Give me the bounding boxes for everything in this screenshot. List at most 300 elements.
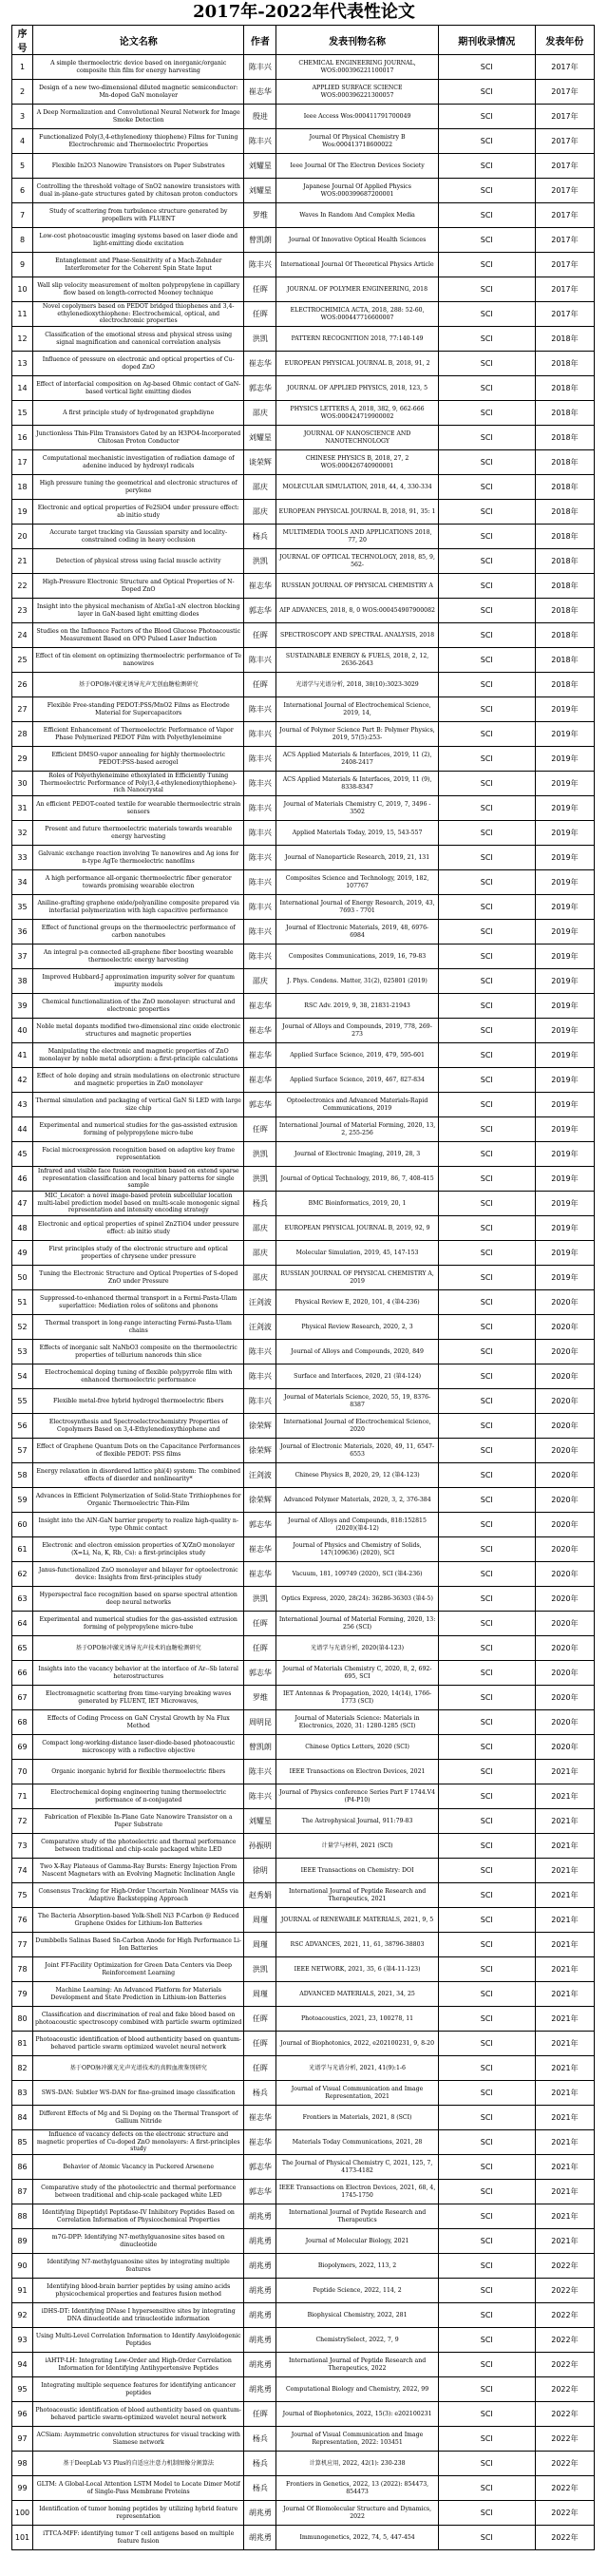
- index-status: SCI: [438, 2402, 535, 2427]
- publication-year: 2021年: [535, 2081, 594, 2106]
- journal-name: MULTIMEDIA TOOLS AND APPLICATIONS 2018, 77, 20: [276, 525, 438, 549]
- publication-year: 2022年: [535, 2328, 594, 2353]
- table-row: [12, 1093, 595, 1117]
- index-status: SCI: [438, 327, 535, 352]
- table-row: [12, 426, 595, 450]
- publication-year: 2018年: [535, 574, 594, 599]
- journal-name: Biophysical Chemistry, 2022, 281: [276, 2303, 438, 2328]
- journal-name: International Journal of Electrochemical Science, 2019, 14,: [276, 697, 438, 722]
- table-row: [12, 2106, 595, 2130]
- table-row: [12, 228, 595, 253]
- publication-year: 2021年: [535, 2106, 594, 2130]
- journal-name: CHEMICAL ENGINEERING JOURNAL, WOS:000396221100017: [276, 55, 438, 80]
- row-number: 31: [12, 796, 33, 821]
- author-name: 郭志华: [244, 2180, 276, 2204]
- publication-year: 2022年: [535, 2303, 594, 2328]
- publication-year: 2019年: [535, 697, 594, 722]
- journal-name: Optoelectronics and Advanced Materials-Rapid Communications, 2019: [276, 1093, 438, 1117]
- row-number: 59: [12, 1488, 33, 1513]
- journal-name: AIP ADVANCES, 2018, 8, 0 WOS:000454907900082: [276, 599, 438, 623]
- author-name: 谈荣辉: [244, 450, 276, 475]
- publication-year: 2020年: [535, 1562, 594, 1587]
- paper-title: Entanglement and Phase-Sensitivity of a Mach-Zehnder Interferometer for the Coherent Spin State Input: [33, 253, 244, 277]
- publication-year: 2020年: [535, 1661, 594, 1686]
- paper-title: Joint FT-Facility Optimization for Green Data Centers via Deep Reinforcement Learning: [33, 1957, 244, 1982]
- paper-title: Identifying Dipeptidyl Peptidase-IV Inhibitory Peptides Based on Correlation Information of Physicochemical Properties: [33, 2204, 244, 2229]
- publication-year: 2017年: [535, 154, 594, 179]
- table-row: [12, 846, 595, 870]
- row-number: 20: [12, 525, 33, 549]
- row-number: 40: [12, 1019, 33, 1043]
- index-status: SCI: [438, 1315, 535, 1340]
- author-name: 陈丰兴: [244, 1340, 276, 1364]
- row-number: 97: [12, 2427, 33, 2452]
- index-status: SCI: [438, 549, 535, 574]
- index-status: SCI: [438, 1784, 535, 1809]
- paper-title: Photoacoustic identification of blood authenticity based on quantum-behaved particle swarm-optimized wavelet neural network: [33, 2402, 244, 2427]
- publication-year: 2019年: [535, 945, 594, 969]
- table-row: [12, 1784, 595, 1809]
- index-status: SCI: [438, 969, 535, 994]
- paper-title: Manipulating the electronic and magnetic properties of ZnO monolayer by noble metal adsorption: a first-principle calculations: [33, 1043, 244, 1068]
- journal-name: Journal Of Innovative Optical Health Sciences: [276, 228, 438, 253]
- table-row: [12, 747, 595, 772]
- paper-title: GLTM: A Global-Local Attention LSTM Model to Locate Dimer Motif of Single-Pass Membrane Proteins: [33, 2476, 244, 2501]
- row-number: 9: [12, 253, 33, 277]
- journal-name: International Journal of Electrochemical Science, 2020: [276, 1414, 438, 1439]
- row-number: 50: [12, 1266, 33, 1290]
- author-name: 陈丰兴: [244, 253, 276, 277]
- header-author: 作者: [244, 26, 276, 55]
- index-status: SCI: [438, 796, 535, 821]
- journal-name: EUROPEAN PHYSICAL JOURNAL B, 2019, 92, 9: [276, 1216, 438, 1241]
- row-number: 28: [12, 722, 33, 747]
- paper-title: Hyperspectral face recognition based on sparse spectral attention deep neural networks: [33, 1587, 244, 1612]
- paper-title: Consensus Tracking for High-Order Uncertain Nonlinear MASs via Adaptive Backstepping Approach: [33, 1883, 244, 1908]
- table-row: [12, 2377, 595, 2402]
- author-name: 崔志华: [244, 1068, 276, 1093]
- author-name: 任晖: [244, 1636, 276, 1661]
- publication-year: 2019年: [535, 1216, 594, 1241]
- paper-title: Electronic and electron emission properties of X/ZnO monolayer (X=Li, Na, K, Rb, Cs): a first-principles study: [33, 1537, 244, 1562]
- paper-title: Controlling the threshold voltage of SnO2 nanowire transistors with dual in-plane-gate structures gated by chitosan proton conductors: [33, 179, 244, 203]
- row-number: 3: [12, 105, 33, 129]
- journal-name: Optics Express, 2020, 28(24): 36286-36303 (第4-5): [276, 1587, 438, 1612]
- index-status: SCI: [438, 920, 535, 945]
- publication-year: 2018年: [535, 673, 594, 697]
- journal-name: Journal of Materials Science, 2020, 55, 19, 8376-8387: [276, 1389, 438, 1414]
- publication-year: 2017年: [535, 55, 594, 80]
- publication-year: 2021年: [535, 1834, 594, 1859]
- row-number: 8: [12, 228, 33, 253]
- index-status: SCI: [438, 376, 535, 401]
- journal-name: ADVANCED MATERIALS, 2021, 34, 25: [276, 1982, 438, 2007]
- author-name: 陈丰兴: [244, 920, 276, 945]
- index-status: SCI: [438, 2377, 535, 2402]
- index-status: SCI: [438, 1735, 535, 1760]
- publication-year: 2020年: [535, 1439, 594, 1463]
- index-status: SCI: [438, 1883, 535, 1908]
- paper-title: Effect of hole doping and strain modulations on electronic structure and magnetic properties in ZnO monolayer: [33, 1068, 244, 1093]
- author-name: 崔志华: [244, 2130, 276, 2155]
- table-row: [12, 450, 595, 475]
- author-name: 郭志华: [244, 1661, 276, 1686]
- author-name: 陈丰兴: [244, 55, 276, 80]
- row-number: 98: [12, 2452, 33, 2476]
- index-status: SCI: [438, 2452, 535, 2476]
- row-number: 14: [12, 376, 33, 401]
- paper-title: Integrating multiple sequence features for identifying anticancer peptides: [33, 2377, 244, 2402]
- author-name: 邵庆: [244, 1216, 276, 1241]
- paper-title: 基于OPO脉冲激光诱导光声无创血糖检测研究: [33, 673, 244, 697]
- row-number: 86: [12, 2155, 33, 2180]
- author-name: 胡兆勇: [244, 2353, 276, 2377]
- paper-title: Identifying blood-brain barrier peptides by using amino acids physicochemical properties and features fusion method: [33, 2279, 244, 2303]
- row-number: 45: [12, 1142, 33, 1167]
- paper-title: Effect of functional groups on the thermoelectric performance of carbon nanotubes: [33, 920, 244, 945]
- publication-year: 2019年: [535, 1241, 594, 1266]
- publication-year: 2017年: [535, 105, 594, 129]
- paper-title: 基于DeepLab V3 Plus的自适应注意力机制图像分割算法: [33, 2452, 244, 2476]
- publication-year: 2017年: [535, 253, 594, 277]
- journal-name: Advanced Polymer Materials, 2020, 3, 2, 376-384: [276, 1488, 438, 1513]
- author-name: 陈丰兴: [244, 1389, 276, 1414]
- paper-title: Classification of the emotional stress and physical stress using signal magnification and canonical correlation analysis: [33, 327, 244, 352]
- index-status: SCI: [438, 450, 535, 475]
- author-name: 殷进: [244, 105, 276, 129]
- row-number: 94: [12, 2353, 33, 2377]
- index-status: SCI: [438, 1266, 535, 1290]
- table-row: [12, 1389, 595, 1414]
- index-status: SCI: [438, 2155, 535, 2180]
- journal-name: 光谱学与光谱分析, 2018, 38(10):3023-3029: [276, 673, 438, 697]
- row-number: 72: [12, 1809, 33, 1834]
- publication-year: 2020年: [535, 1340, 594, 1364]
- paper-title: Facial microexpression recognition based on adaptive key frame representation: [33, 1142, 244, 1167]
- table-row: [12, 2254, 595, 2279]
- author-name: 刘耀星: [244, 426, 276, 450]
- row-number: 41: [12, 1043, 33, 1068]
- journal-name: JOURNAL OF APPLIED PHYSICS, 2018, 123, 5: [276, 376, 438, 401]
- publication-year: 2020年: [535, 1389, 594, 1414]
- table-row: [12, 1636, 595, 1661]
- table-row: [12, 1142, 595, 1167]
- paper-title: Compact long-working-distance laser-diode-based photoacoustic microscopy with a reflective objective: [33, 1735, 244, 1760]
- author-name: 任晖: [244, 1117, 276, 1142]
- paper-title: Behavior of Atomic Vacancy in Puckered Arsenene: [33, 2155, 244, 2180]
- publication-year: 2019年: [535, 1117, 594, 1142]
- index-status: SCI: [438, 2254, 535, 2279]
- author-name: 陈丰兴: [244, 747, 276, 772]
- author-name: 洪凯: [244, 1957, 276, 1982]
- table-row: [12, 1710, 595, 1735]
- journal-name: Journal of Materials Chemistry C, 2020, 8, 2, 692-695, SCI: [276, 1661, 438, 1686]
- row-number: 43: [12, 1093, 33, 1117]
- table-row: [12, 2328, 595, 2353]
- index-status: SCI: [438, 1933, 535, 1957]
- row-number: 16: [12, 426, 33, 450]
- row-number: 23: [12, 599, 33, 623]
- table-row: [12, 1364, 595, 1389]
- paper-title: Effects of Coding Process on GaN Crystal Growth by Na Flux Method: [33, 1710, 244, 1735]
- row-number: 99: [12, 2476, 33, 2501]
- journal-name: IEEE Transactions on Chemistry: DOI: [276, 1859, 438, 1883]
- journal-name: Applied Materials Today, 2019, 15, 543-557: [276, 821, 438, 846]
- publication-year: 2019年: [535, 722, 594, 747]
- index-status: SCI: [438, 870, 535, 895]
- journal-name: Journal of Polymer Science Part B: Polymer Physics, 2019, 57(5):253-: [276, 722, 438, 747]
- journal-name: Physical Review Research, 2020, 2, 3: [276, 1315, 438, 1340]
- paper-title: Different Effects of Mg and Si Doping on the Thermal Transport of Gallium Nitride: [33, 2106, 244, 2130]
- journal-name: APPLIED SURFACE SCIENCE WOS:000396221300057: [276, 80, 438, 105]
- table-row: [12, 2007, 595, 2032]
- row-number: 48: [12, 1216, 33, 1241]
- index-status: SCI: [438, 673, 535, 697]
- author-name: 陈丰兴: [244, 648, 276, 673]
- paper-title: Flexible Free-standing PEDOT:PSS/MnO2 Films as Electrode Material for Supercapacitors: [33, 697, 244, 722]
- paper-title: An efficient PEDOT-coated textile for wearable thermoelectric strain sensors: [33, 796, 244, 821]
- journal-name: EUROPEAN PHYSICAL JOURNAL B, 2018, 91, 35: 1: [276, 500, 438, 525]
- journal-name: Journal of Alloys and Compounds, 2019, 778, 269-273: [276, 1019, 438, 1043]
- paper-title: Studies on the Influence Factors of the Blood Glucose Photoacoustic Measurement Based on OPO Pulsed Laser Induction: [33, 623, 244, 648]
- paper-title: Functionalized Poly(3,4-ethylenedioxy thiophene) Films for Tuning Electrochromic and Thermoelectric Properties: [33, 129, 244, 154]
- publication-year: 2020年: [535, 1414, 594, 1439]
- index-status: SCI: [438, 80, 535, 105]
- row-number: 63: [12, 1587, 33, 1612]
- paper-title: Roles of Polyethyleneimine ethoxylated in Efficiently Tuning Thermoelectric Performance of Poly(3,4-ethylenedioxythiophene)-rich Nanocrystal: [33, 772, 244, 796]
- author-name: 任晖: [244, 623, 276, 648]
- journal-name: EUROPEAN PHYSICAL JOURNAL B, 2018, 91, 2: [276, 352, 438, 376]
- row-number: 32: [12, 821, 33, 846]
- index-status: SCI: [438, 500, 535, 525]
- author-name: 刘耀星: [244, 154, 276, 179]
- author-name: 孙振明: [244, 1834, 276, 1859]
- row-number: 44: [12, 1117, 33, 1142]
- index-status: SCI: [438, 821, 535, 846]
- journal-name: Journal of Alloys and Compounds, 818:152815 (2020)(第4-12): [276, 1513, 438, 1537]
- index-status: SCI: [438, 1587, 535, 1612]
- table-row: [12, 55, 595, 80]
- index-status: SCI: [438, 599, 535, 623]
- paper-title: m7G-DPP: Identifying N7-methylguanosine sites based on dinucleotide: [33, 2229, 244, 2254]
- author-name: 胡兆勇: [244, 2501, 276, 2526]
- journal-name: Peptide Science, 2022, 114, 2: [276, 2279, 438, 2303]
- table-row: [12, 1068, 595, 1093]
- journal-name: Composites Science and Technology, 2019, 182, 107767: [276, 870, 438, 895]
- row-number: 37: [12, 945, 33, 969]
- index-status: SCI: [438, 1537, 535, 1562]
- row-number: 70: [12, 1760, 33, 1784]
- paper-title: Electrosynthesis and Spectroelectrochemistry Properties of Copolymers Based on 3,4-Ethylenedioxythiophene and: [33, 1414, 244, 1439]
- table-body: [12, 55, 595, 2550]
- journal-name: Surface and Interfaces, 2020, 21 (第4-124): [276, 1364, 438, 1389]
- row-number: 68: [12, 1710, 33, 1735]
- publication-year: 2021年: [535, 2180, 594, 2204]
- publication-year: 2021年: [535, 2130, 594, 2155]
- publication-year: 2019年: [535, 846, 594, 870]
- publication-year: 2017年: [535, 302, 594, 327]
- publication-year: 2017年: [535, 228, 594, 253]
- table-row: [12, 1315, 595, 1340]
- journal-name: Frontiers in Materials, 2021, 8 (SCI): [276, 2106, 438, 2130]
- row-number: 42: [12, 1068, 33, 1093]
- table-row: [12, 1414, 595, 1439]
- table-row: [12, 1488, 595, 1513]
- table-row: [12, 969, 595, 994]
- paper-title: Classification and discrimination of real and fake blood based on photoacoustic spectroscopy combined with particle swarm optimized: [33, 2007, 244, 2032]
- paper-title: MIC_Locator: a novel image-based protein subcellular location multi-label prediction model based on multi-scale monogenic signal representation and intensity encoding strategy: [33, 1192, 244, 1216]
- table-row: [12, 253, 595, 277]
- journal-name: 计量学与材料, 2021 (SCI): [276, 1834, 438, 1859]
- journal-name: International Journal Of Theoretical Physics Article: [276, 253, 438, 277]
- author-name: 陈丰兴: [244, 697, 276, 722]
- author-name: 陈丰兴: [244, 945, 276, 969]
- journal-name: RSC ADVANCES, 2021, 11, 61, 38796-38803: [276, 1933, 438, 1957]
- index-status: SCI: [438, 154, 535, 179]
- row-number: 100: [12, 2501, 33, 2526]
- table-row: [12, 352, 595, 376]
- row-number: 60: [12, 1513, 33, 1537]
- index-status: SCI: [438, 1859, 535, 1883]
- row-number: 24: [12, 623, 33, 648]
- index-status: SCI: [438, 2303, 535, 2328]
- table-row: [12, 1216, 595, 1241]
- paper-title: Low-cost photoacoustic imaging systems based on laser diode and light-emitting diode excitation: [33, 228, 244, 253]
- row-number: 87: [12, 2180, 33, 2204]
- index-status: SCI: [438, 1340, 535, 1364]
- journal-name: MOLECULAR SIMULATION, 2018, 44, 4, 330-334: [276, 475, 438, 500]
- journal-name: Journal of Biophotonics, 2022, e202100231, 9, 8-20: [276, 2032, 438, 2056]
- publication-year: 2017年: [535, 80, 594, 105]
- row-number: 6: [12, 179, 33, 203]
- paper-title: Wall slip velocity measurement of molten polypropylene in capillary flow based on length-corrected Mooney technique: [33, 277, 244, 302]
- table-row: [12, 2353, 595, 2377]
- index-status: SCI: [438, 1661, 535, 1686]
- journal-name: International Journal of Material Forming, 2020, 13: 256 (SCI): [276, 1612, 438, 1636]
- journal-name: Immunogenetics, 2022, 74, 5, 447-454: [276, 2526, 438, 2550]
- row-number: 19: [12, 500, 33, 525]
- row-number: 75: [12, 1883, 33, 1908]
- row-number: 4: [12, 129, 33, 154]
- publication-year: 2020年: [535, 1710, 594, 1735]
- author-name: 陈丰兴: [244, 821, 276, 846]
- author-name: 洪凯: [244, 1587, 276, 1612]
- paper-title: Insights into the vacancy behavior at the interface of Ar--Sb lateral heterostructures: [33, 1661, 244, 1686]
- publication-year: 2018年: [535, 500, 594, 525]
- journal-name: IEEE Transactions on Electron Devices, 2021, 68, 4, 1745-1750: [276, 2180, 438, 2204]
- paper-title: Improved Hubbard-J approximation impurity solver for quantum impurity models: [33, 969, 244, 994]
- table-row: [12, 599, 595, 623]
- paper-title: Present and future thermoelectric materials towards wearable energy harvesting: [33, 821, 244, 846]
- row-number: 25: [12, 648, 33, 673]
- row-number: 27: [12, 697, 33, 722]
- author-name: 汪剑波: [244, 1290, 276, 1315]
- index-status: SCI: [438, 1562, 535, 1587]
- author-name: 洪凯: [244, 1167, 276, 1192]
- publication-year: 2020年: [535, 1463, 594, 1488]
- index-status: SCI: [438, 1982, 535, 2007]
- table-row: [12, 1290, 595, 1315]
- publication-year: 2019年: [535, 821, 594, 846]
- publication-year: 2019年: [535, 994, 594, 1019]
- index-status: SCI: [438, 203, 535, 228]
- author-name: 崔志华: [244, 1562, 276, 1587]
- paper-title: Influence of pressure on electronic and optical properties of Cu-doped ZnO: [33, 352, 244, 376]
- journal-name: Molecular Simulation, 2019, 45, 147-153: [276, 1241, 438, 1266]
- author-name: 崔志华: [244, 574, 276, 599]
- journal-name: Applied Surface Science, 2019, 479, 595-601: [276, 1043, 438, 1068]
- index-status: SCI: [438, 179, 535, 203]
- table-row: [12, 772, 595, 796]
- row-number: 74: [12, 1859, 33, 1883]
- paper-title: Electromagnetic scattering from time-varying breaking waves generated by FLUENT, IET Microwaves,: [33, 1686, 244, 1710]
- table-row: [12, 1513, 595, 1537]
- journal-name: Journal of Electronic Materials, 2019, 48, 6976-6984: [276, 920, 438, 945]
- table-row: [12, 1439, 595, 1463]
- row-number: 26: [12, 673, 33, 697]
- row-number: 66: [12, 1661, 33, 1686]
- index-status: SCI: [438, 697, 535, 722]
- table-row: [12, 2427, 595, 2452]
- author-name: 任晖: [244, 1612, 276, 1636]
- journal-name: JOURNAL OF OPTICAL TECHNOLOGY, 2018, 85, 9, 562-: [276, 549, 438, 574]
- row-number: 93: [12, 2328, 33, 2353]
- author-name: 刘耀星: [244, 179, 276, 203]
- index-status: SCI: [438, 574, 535, 599]
- publication-year: 2018年: [535, 623, 594, 648]
- paper-title: Flexible metal-free hybrid hydrogel thermoelectric fibers: [33, 1389, 244, 1414]
- paper-title: Electronic and optical properties of Fe2SiO4 under pressure effect: ab initio study: [33, 500, 244, 525]
- paper-title: First principles study of the electronic structure and optical properties of chrysene under pressure: [33, 1241, 244, 1266]
- table-row: [12, 1612, 595, 1636]
- index-status: SCI: [438, 648, 535, 673]
- author-name: 胡兆勇: [244, 2377, 276, 2402]
- table-row: [12, 2402, 595, 2427]
- index-status: SCI: [438, 2032, 535, 2056]
- index-status: SCI: [438, 1117, 535, 1142]
- table-row: [12, 154, 595, 179]
- row-number: 92: [12, 2303, 33, 2328]
- journal-name: Journal of Physics and Chemistry of Solids, 147(109636) (2020), SCI: [276, 1537, 438, 1562]
- publication-year: 2017年: [535, 277, 594, 302]
- author-name: 郭志华: [244, 376, 276, 401]
- row-number: 80: [12, 2007, 33, 2032]
- paper-title: Using Multi-Level Correlation Information to Identify Amyloidogenic Peptides: [33, 2328, 244, 2353]
- journal-name: Journal of Optical Technology, 2019, 86, 7, 408-415: [276, 1167, 438, 1192]
- publication-year: 2019年: [535, 1043, 594, 1068]
- publication-year: 2021年: [535, 2204, 594, 2229]
- index-status: SCI: [438, 253, 535, 277]
- paper-title: Electronic and optical properties of spinel Zn2TiO4 under pressure effect: ab initio study: [33, 1216, 244, 1241]
- publication-year: 2021年: [535, 1982, 594, 2007]
- index-status: SCI: [438, 2501, 535, 2526]
- author-name: 郭志华: [244, 1093, 276, 1117]
- paper-title: A first principle study of hydrogenated graphdiyne: [33, 401, 244, 426]
- author-name: 陈丰兴: [244, 796, 276, 821]
- row-number: 51: [12, 1290, 33, 1315]
- index-status: SCI: [438, 401, 535, 426]
- table-row: [12, 277, 595, 302]
- paper-title: Accurate target tracking via Gaussian sparsity and locality-constrained coding in heavy occlusion: [33, 525, 244, 549]
- publication-year: 2022年: [535, 2476, 594, 2501]
- author-name: 邵庆: [244, 1266, 276, 1290]
- journal-name: Journal Of Physical Chemistry B Wos:000413718600022: [276, 129, 438, 154]
- index-status: SCI: [438, 1760, 535, 1784]
- publication-year: 2017年: [535, 203, 594, 228]
- author-name: 崔志华: [244, 2106, 276, 2130]
- row-number: 46: [12, 1167, 33, 1192]
- table-row: [12, 1760, 595, 1784]
